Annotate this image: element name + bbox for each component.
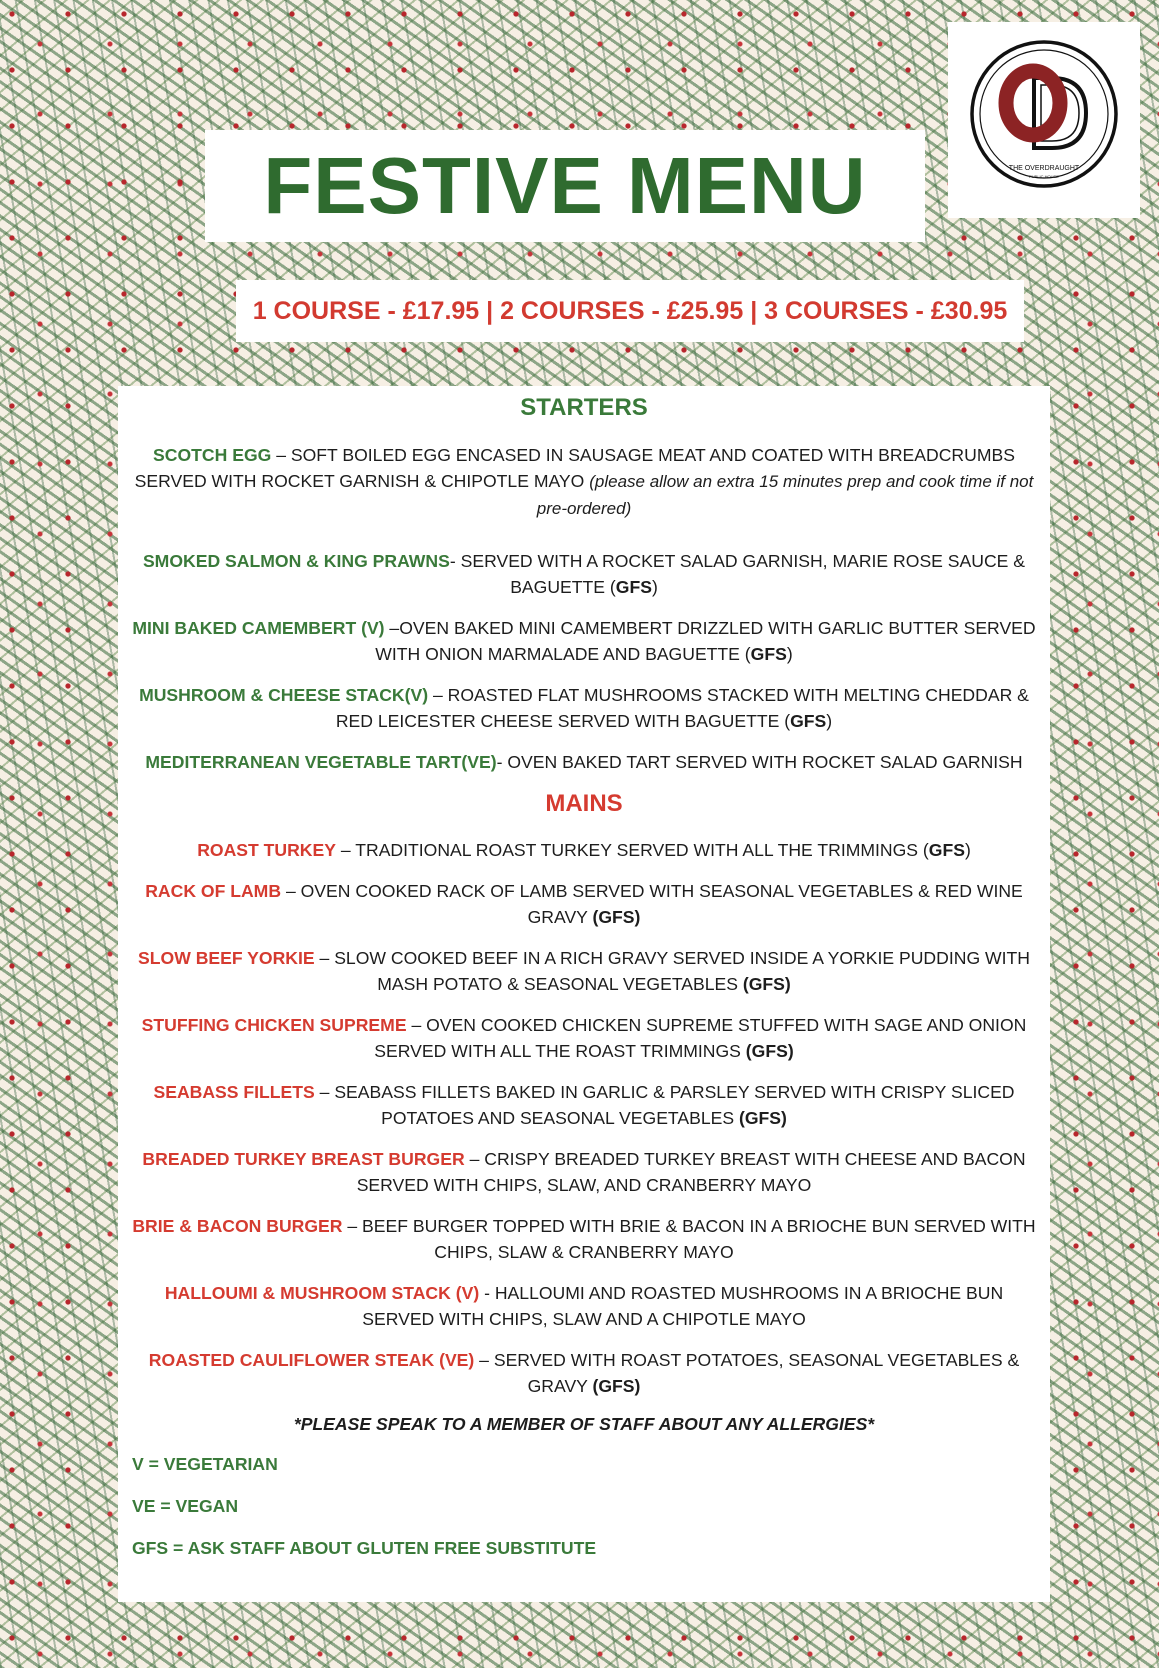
item-name: ROASTED CAULIFLOWER STEAK (VE) bbox=[148, 1350, 475, 1370]
item-description: - OVEN BAKED TART SERVED WITH ROCKET SALAD GARNISH bbox=[496, 752, 1023, 772]
starter-item: MINI BAKED CAMEMBERT (V) –OVEN BAKED MINI CAMEMBERT DRIZZLED WITH GARLIC BUTTER SERVED WITH ONION MARMALADE AND BAGUETTE (GFS) bbox=[132, 618, 1036, 664]
item-name: SLOW BEEF YORKIE bbox=[138, 948, 315, 968]
item-note: (please allow an extra 15 minutes prep and cook time if not pre-ordered) bbox=[536, 472, 1034, 518]
overdraught-logo-icon bbox=[948, 22, 1140, 218]
main-item bbox=[132, 1347, 1036, 1399]
item-description: – OVEN COOKED CHICKEN SUPREME STUFFED WITH SAGE AND ONION SERVED WITH ALL THE ROAST TRIMMINGS bbox=[374, 1015, 1027, 1061]
item-name: SCOTCH EGG bbox=[153, 445, 272, 465]
main-item bbox=[132, 1213, 1036, 1265]
starter-item bbox=[132, 749, 1036, 775]
mains-heading: MAINS bbox=[545, 790, 623, 817]
item-name: MINI BAKED CAMEMBERT (V) bbox=[132, 618, 385, 638]
item-description: – SLOW COOKED BEEF IN A RICH GRAVY SERVED INSIDE A YORKIE PUDDING WITH MASH POTATO & SEASONAL VEGETABLES bbox=[314, 948, 1030, 994]
item-name: SMOKED SALMON & KING PRAWNS bbox=[142, 551, 450, 571]
legend-vegetarian: V = VEGETARIAN bbox=[132, 1454, 278, 1474]
main-item bbox=[132, 945, 1036, 997]
item-name: MEDITERRANEAN VEGETABLE TART(VE) bbox=[145, 752, 497, 772]
logo-tagline: THE OVERDRAUGHT bbox=[1008, 165, 1080, 172]
item-description: – SOFT BOILED EGG ENCASED IN SAUSAGE MEAT AND COATED WITH BREADCRUMBS SERVED WITH ROCKET GARNISH & CHIPOTLE MAYO bbox=[134, 445, 1015, 491]
legend-vegan: VE = VEGAN bbox=[132, 1496, 239, 1516]
gfs-tag: GFS bbox=[750, 644, 787, 664]
gfs-tag: (GFS) bbox=[738, 1108, 787, 1128]
item-description: –OVEN BAKED MINI CAMEMBERT DRIZZLED WITH GARLIC BUTTER SERVED WITH ONION MARMALADE AND BAGUETTE ( bbox=[375, 618, 1036, 664]
legend-gfs: GFS = ASK STAFF ABOUT GLUTEN FREE SUBSTITUTE bbox=[132, 1538, 597, 1558]
gfs-tag: GFS bbox=[928, 840, 965, 860]
item-description: - HALLOUMI AND ROASTED MUSHROOMS IN A BRIOCHE BUN SERVED WITH CHIPS, SLAW AND A CHIPOTLE MAYO bbox=[362, 1283, 1004, 1329]
starters-heading: STARTERS bbox=[520, 394, 648, 421]
item-name: HALLOUMI & MUSHROOM STACK (V) bbox=[164, 1283, 480, 1303]
item-description: – BEEF BURGER TOPPED WITH BRIE & BACON IN A BRIOCHE BUN SERVED WITH CHIPS, SLAW & CRANBERRY MAYO bbox=[342, 1216, 1036, 1262]
page-edge bbox=[1159, 0, 1173, 1668]
item-description: - SERVED WITH A ROCKET SALAD GARNISH, MARIE ROSE SAUCE & BAGUETTE ( bbox=[449, 551, 1026, 597]
item-name: BREADED TURKEY BREAST BURGER bbox=[142, 1149, 465, 1169]
main-item bbox=[132, 1280, 1036, 1332]
item-name: SEABASS FILLETS bbox=[153, 1082, 315, 1102]
main-item bbox=[132, 1012, 1036, 1064]
gfs-tag: GFS bbox=[790, 711, 827, 731]
item-name: STUFFING CHICKEN SUPREME bbox=[141, 1015, 407, 1035]
price-box bbox=[236, 280, 1024, 342]
item-name: RACK OF LAMB bbox=[145, 881, 282, 901]
logo-subline: PUBLIC HOUSE bbox=[1029, 174, 1059, 179]
item-name: BRIE & BACON BURGER bbox=[132, 1216, 343, 1236]
item-description: – OVEN COOKED RACK OF LAMB SERVED WITH SEASONAL VEGETABLES & RED WINE GRAVY bbox=[281, 881, 1023, 927]
starter-item: MUSHROOM & CHEESE STACK(V) – ROASTED FLAT MUSHROOMS STACKED WITH MELTING CHEDDAR & RED LEICESTER CHEESE SERVED WITH BAGUETTE (GFS) bbox=[139, 685, 1029, 731]
gfs-tag: GFS bbox=[615, 577, 652, 597]
logo bbox=[948, 22, 1140, 218]
item-name: MUSHROOM & CHEESE STACK(V) bbox=[139, 685, 429, 705]
item-description: – SERVED WITH ROAST POTATOES, SEASONAL VEGETABLES & GRAVY bbox=[474, 1350, 1020, 1396]
item-description: – CRISPY BREADED TURKEY BREAST WITH CHEESE AND BACON SERVED WITH CHIPS, SLAW, AND CRANBERRY MAYO bbox=[356, 1149, 1026, 1195]
item-description: – ROASTED FLAT MUSHROOMS STACKED WITH MELTING CHEDDAR & RED LEICESTER CHEESE SERVED WITH BAGUETTE ( bbox=[335, 685, 1029, 731]
allergy-notice: *PLEASE SPEAK TO A MEMBER OF STAFF ABOUT ANY ALLERGIES* bbox=[293, 1414, 875, 1434]
item-description: – TRADITIONAL ROAST TURKEY SERVED WITH ALL THE TRIMMINGS ( bbox=[336, 840, 929, 860]
course-prices: 1 COURSE - £17.95 | 2 COURSES - £25.95 | 3 COURSES - £30.95 bbox=[252, 296, 1008, 325]
gfs-tag: (GFS) bbox=[745, 1041, 794, 1061]
gfs-tag: (GFS) bbox=[742, 974, 791, 994]
main-item bbox=[132, 1079, 1036, 1131]
main-item: ROAST TURKEY – TRADITIONAL ROAST TURKEY SERVED WITH ALL THE TRIMMINGS (GFS) bbox=[197, 840, 971, 860]
page-title: FESTIVE MENU bbox=[263, 141, 867, 230]
item-name: ROAST TURKEY bbox=[197, 840, 336, 860]
main-item bbox=[132, 1146, 1036, 1198]
main-item bbox=[132, 878, 1036, 930]
item-description: – SEABASS FILLETS BAKED IN GARLIC & PARSLEY SERVED WITH CRISPY SLICED POTATOES AND SEASONAL VEGETABLES bbox=[314, 1082, 1015, 1128]
gfs-tag: (GFS) bbox=[592, 907, 641, 927]
gfs-tag: (GFS) bbox=[592, 1376, 641, 1396]
starter-item: SMOKED SALMON & KING PRAWNS- SERVED WITH A ROCKET SALAD GARNISH, MARIE ROSE SAUCE & BAGUETTE (GFS) bbox=[142, 551, 1026, 597]
starter-item bbox=[132, 442, 1036, 522]
menu-content bbox=[118, 386, 1050, 1602]
title-box bbox=[205, 130, 925, 242]
